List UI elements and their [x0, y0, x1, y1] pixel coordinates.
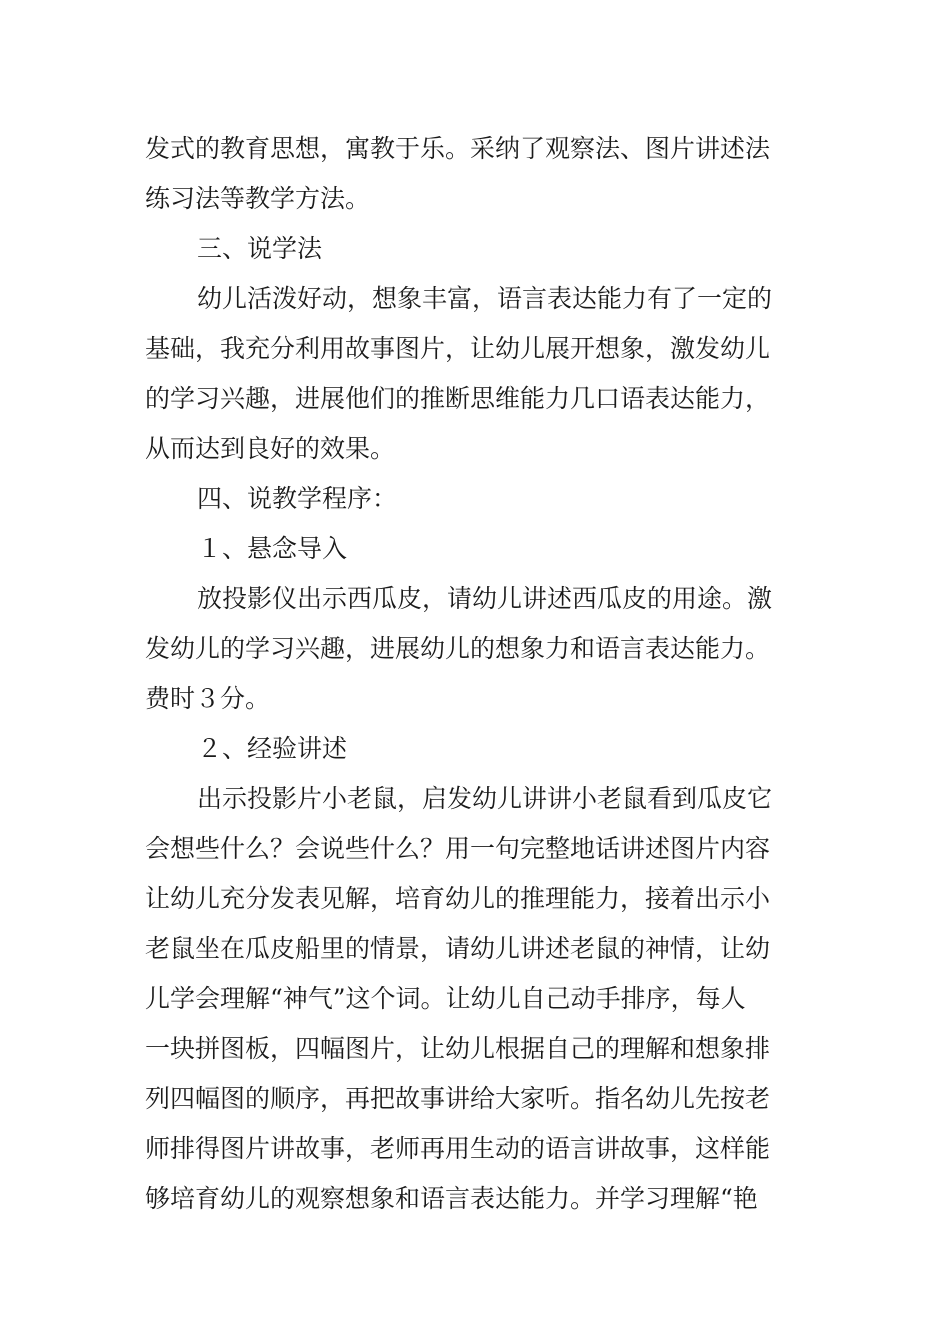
paragraph-line: 放投影仪出示西瓜皮，请幼儿讲述西瓜皮的用途。激 [197, 584, 773, 613]
paragraph-line: 费时３分。 [145, 684, 271, 713]
paragraph-line: 练习法等教学方法。 [145, 184, 371, 213]
paragraph-line: 发式的教育思想，寓教于乐。采纳了观察法、图片讲述法 [145, 134, 771, 163]
paragraph-line: 儿学会理解“神气”这个词。让幼儿自己动手排序，每人 [145, 984, 746, 1013]
paragraph-line: 师排得图片讲故事，老师再用生动的语言讲故事，这样能 [145, 1134, 771, 1163]
subheading-suspense-intro: １、悬念导入 [197, 534, 348, 563]
paragraph-line: 基础，我充分利用故事图片，让幼儿展开想象，激发幼儿 [145, 334, 771, 363]
paragraph-line: 的学习兴趣，进展他们的推断思维能力几口语表达能力， [145, 384, 771, 413]
paragraph-line: 出示投影片小老鼠，启发幼儿讲讲小老鼠看到瓜皮它 [197, 784, 773, 813]
section-heading-teaching-procedure: 四、说教学程序： [197, 484, 398, 513]
paragraph-line: 让幼儿充分发表见解，培育幼儿的推理能力，接着出示小 [145, 884, 771, 913]
paragraph-line: 一块拼图板，四幅图片，让幼儿根据自己的理解和想象排 [145, 1034, 771, 1063]
paragraph-line: 会想些什么？会说些什么？用一句完整地话讲述图片内容 [145, 834, 771, 863]
section-heading-study-method: 三、说学法 [197, 234, 323, 263]
subheading-experience-narration: ２、经验讲述 [197, 734, 348, 763]
paragraph-line: 老鼠坐在瓜皮船里的情景，请幼儿讲述老鼠的神情，让幼 [145, 934, 771, 963]
paragraph-line: 发幼儿的学习兴趣，进展幼儿的想象力和语言表达能力。 [145, 634, 771, 663]
paragraph-line: 够培育幼儿的观察想象和语言表达能力。并学习理解“艳 [145, 1184, 758, 1213]
paragraph-line: 列四幅图的顺序，再把故事讲给大家听。指名幼儿先按老 [145, 1084, 771, 1113]
paragraph-line: 幼儿活泼好动，想象丰富，语言表达能力有了一定的 [197, 284, 773, 313]
document-body [145, 124, 807, 1224]
paragraph-line: 从而达到良好的效果。 [145, 434, 396, 463]
